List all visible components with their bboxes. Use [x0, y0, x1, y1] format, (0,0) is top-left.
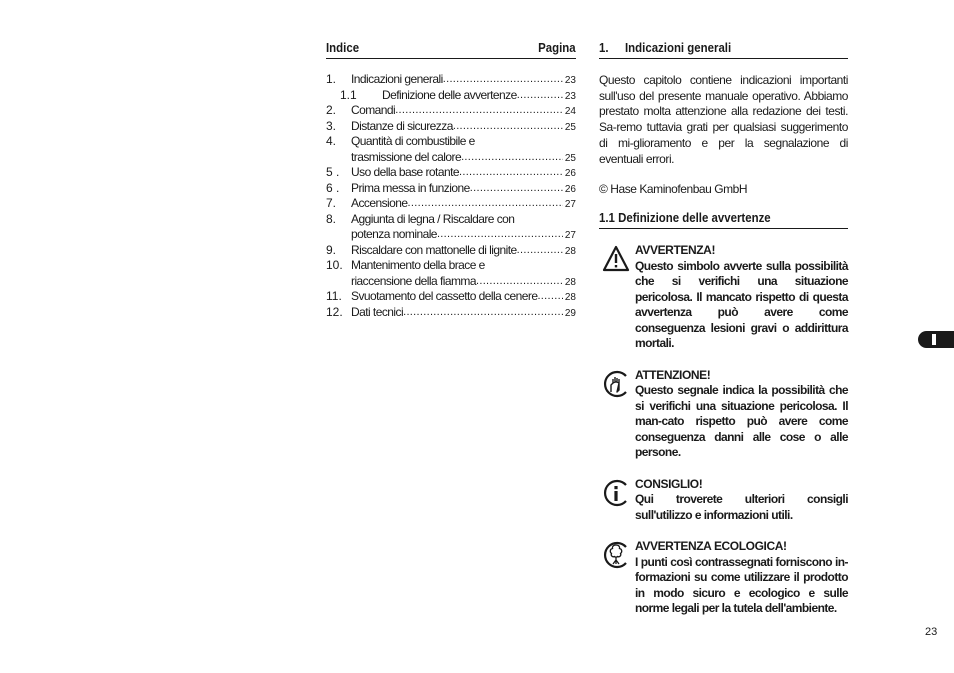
toc-page-number: 28 [564, 292, 576, 303]
toc-row [326, 274, 576, 290]
toc-row [326, 88, 576, 104]
toc-leader-dots [437, 227, 563, 243]
toc-entry-text: Definizione delle avvertenze [382, 87, 517, 102]
section-heading-1-1 [599, 210, 848, 229]
info-icon [602, 479, 630, 507]
toc-leader-dots [537, 289, 562, 305]
toc-entry-text: Indicazioni generali [351, 72, 443, 86]
toc-entry [351, 196, 563, 212]
toc-entry [351, 258, 574, 274]
toc-page-number: 25 [564, 121, 576, 133]
toc-entry [351, 150, 563, 166]
language-tab [918, 331, 954, 348]
toc-entry [351, 134, 574, 150]
toc-entry-text: Riscaldare con mattonelle di lignite [351, 242, 517, 257]
toc-page-number: 26 [564, 168, 576, 179]
toc-entry-text: Dati tecnici [351, 304, 404, 319]
toc-row [326, 243, 576, 259]
attention-block [599, 368, 848, 461]
toc-entry [351, 212, 574, 228]
toc-page-number: 25 [564, 152, 576, 164]
toc-row [326, 181, 576, 197]
toc-entry-text: potenza nominale [351, 227, 437, 241]
toc-number: 1. [326, 72, 337, 86]
toc-number: 9. [326, 242, 337, 257]
attention-body: Questo segnale indica la possibilità che si verifichi una situazione pericolosa. Il man-cato rispetto può avere come conseguenza danni alle cose o alle persone. [635, 383, 848, 460]
toc-entry-text: Accensione [351, 196, 408, 210]
toc-entry-text: Aggiunta di legna / Riscaldare con [351, 211, 515, 226]
toc-leader-dots [459, 165, 563, 181]
toc-page-number: 24 [564, 106, 576, 117]
toc-row [326, 227, 576, 243]
eco-body: I punti così contrassegnati forniscono in-formazioni su come utilizzare il prodotto in modo sicuro e ecologico e sulle norme legali per la tutela dell'ambiente. [635, 554, 848, 616]
warning-block [599, 243, 848, 352]
toc-page-number: 28 [564, 276, 576, 288]
warning-body: Questo simbolo avverte sulla possibilità che si verifichi una situazione pericolosa. Il mancato rispetto di questa avvertenza può avere come conseguenza lesioni gravi o addirittura mortali. [635, 258, 848, 351]
toc-row [326, 134, 576, 150]
toc-leader-dots [517, 88, 563, 104]
intro-paragraph: Questo capitolo contiene indicazioni importanti sull'uso del presente manuale operativo. Abbiamo prestato molta attenzione alla redazione dei testi. Sa-remo tuttavia grati per qualsiasi suggerimento di mi-glioramento e per la segnalazione di eventuali errori. [599, 73, 848, 166]
toc-entry-text: Svuotamento del cassetto della cenere [351, 289, 538, 303]
toc-row [326, 119, 576, 135]
toc-entry [351, 305, 563, 321]
hand-attention-icon [602, 370, 630, 398]
toc-entry-text: Uso della base rotante [351, 165, 459, 179]
toc-page-number: 27 [564, 230, 576, 241]
subsection-title: 1.1 Definizione delle avvertenze [599, 210, 771, 226]
toc-number: 1.1 [340, 87, 357, 102]
page-number: 23 [925, 626, 938, 638]
toc-number: 7. [326, 196, 337, 210]
toc-entry [351, 119, 563, 135]
toc-page-label: Pagina [538, 40, 576, 55]
toc-entry [351, 181, 563, 197]
toc-leader-dots [461, 150, 563, 166]
toc-entry [382, 88, 563, 104]
toc-entry [351, 103, 563, 119]
toc-entry [351, 289, 563, 305]
toc-row [326, 258, 576, 274]
toc-number: 4. [326, 134, 337, 148]
toc-leader-dots [517, 243, 563, 259]
section-title: Indicazioni generali [625, 40, 732, 55]
toc-list [326, 72, 576, 320]
toc-number: 2. [326, 103, 337, 117]
toc-row [326, 212, 576, 228]
copyright-text: © Hase Kaminofenbau GmbH [599, 182, 748, 197]
tip-block [599, 477, 848, 524]
toc-number: 3. [326, 118, 337, 133]
toc-header [326, 40, 576, 59]
toc-leader-dots [403, 305, 563, 321]
toc-row [326, 305, 576, 321]
toc-number: 12. [326, 304, 343, 319]
toc-entry-text: Comandi [351, 103, 396, 117]
toc-leader-dots [470, 181, 563, 197]
toc-entry-text: Prima messa in funzione [351, 180, 470, 195]
toc-entry-text: trasmissione del calore [351, 149, 462, 164]
toc-row [326, 103, 576, 119]
eco-block [599, 539, 848, 617]
toc-row [326, 196, 576, 212]
toc-leader-dots [408, 196, 563, 212]
toc-entry [351, 165, 563, 181]
toc-number: 6 . [326, 180, 340, 195]
warning-triangle-icon [602, 245, 630, 273]
tip-body: Qui troverete ulteriori consigli sull'utilizzo e informazioni utili. [635, 492, 848, 522]
toc-title: Indice [326, 40, 360, 55]
tree-eco-icon [602, 541, 630, 569]
toc-entry-text: riaccensione della fiamma [351, 273, 476, 288]
toc-page-number: 27 [564, 199, 576, 210]
toc-row [326, 165, 576, 181]
toc-leader-dots [453, 119, 563, 135]
toc-number: 10. [326, 258, 343, 272]
toc-row [326, 150, 576, 166]
toc-entry [351, 72, 563, 88]
toc-page-number: 26 [564, 183, 576, 195]
toc-entry-text: Distanze di sicurezza [351, 118, 453, 133]
toc-page-number: 23 [564, 75, 576, 86]
language-tab-glyph [932, 334, 936, 345]
section-number: 1. [599, 40, 609, 55]
table-of-contents [326, 40, 576, 320]
toc-number: 11. [326, 289, 342, 303]
toc-page-number: 29 [564, 307, 576, 319]
warning-title: AVVERTENZA! [635, 243, 716, 258]
toc-page-number: 28 [564, 245, 576, 257]
toc-page-number: 23 [564, 90, 576, 102]
attention-title: ATTENZIONE! [635, 367, 711, 382]
toc-leader-dots [476, 274, 563, 290]
tip-title: CONSIGLIO! [635, 476, 703, 491]
toc-number: 8. [326, 211, 337, 226]
toc-number: 5 . [326, 165, 340, 179]
toc-leader-dots [395, 103, 563, 119]
toc-entry-text: Mantenimento della brace e [351, 258, 485, 272]
toc-entry [351, 227, 563, 243]
toc-row [326, 72, 576, 88]
eco-title: AVVERTENZA ECOLOGICA! [635, 539, 787, 554]
toc-leader-dots [443, 72, 563, 88]
toc-entry [351, 243, 563, 259]
toc-entry [351, 274, 563, 290]
section-heading-1 [599, 40, 848, 59]
toc-row [326, 289, 576, 305]
toc-entry-text: Quantità di combustibile e [351, 134, 475, 148]
main-content [599, 40, 848, 617]
